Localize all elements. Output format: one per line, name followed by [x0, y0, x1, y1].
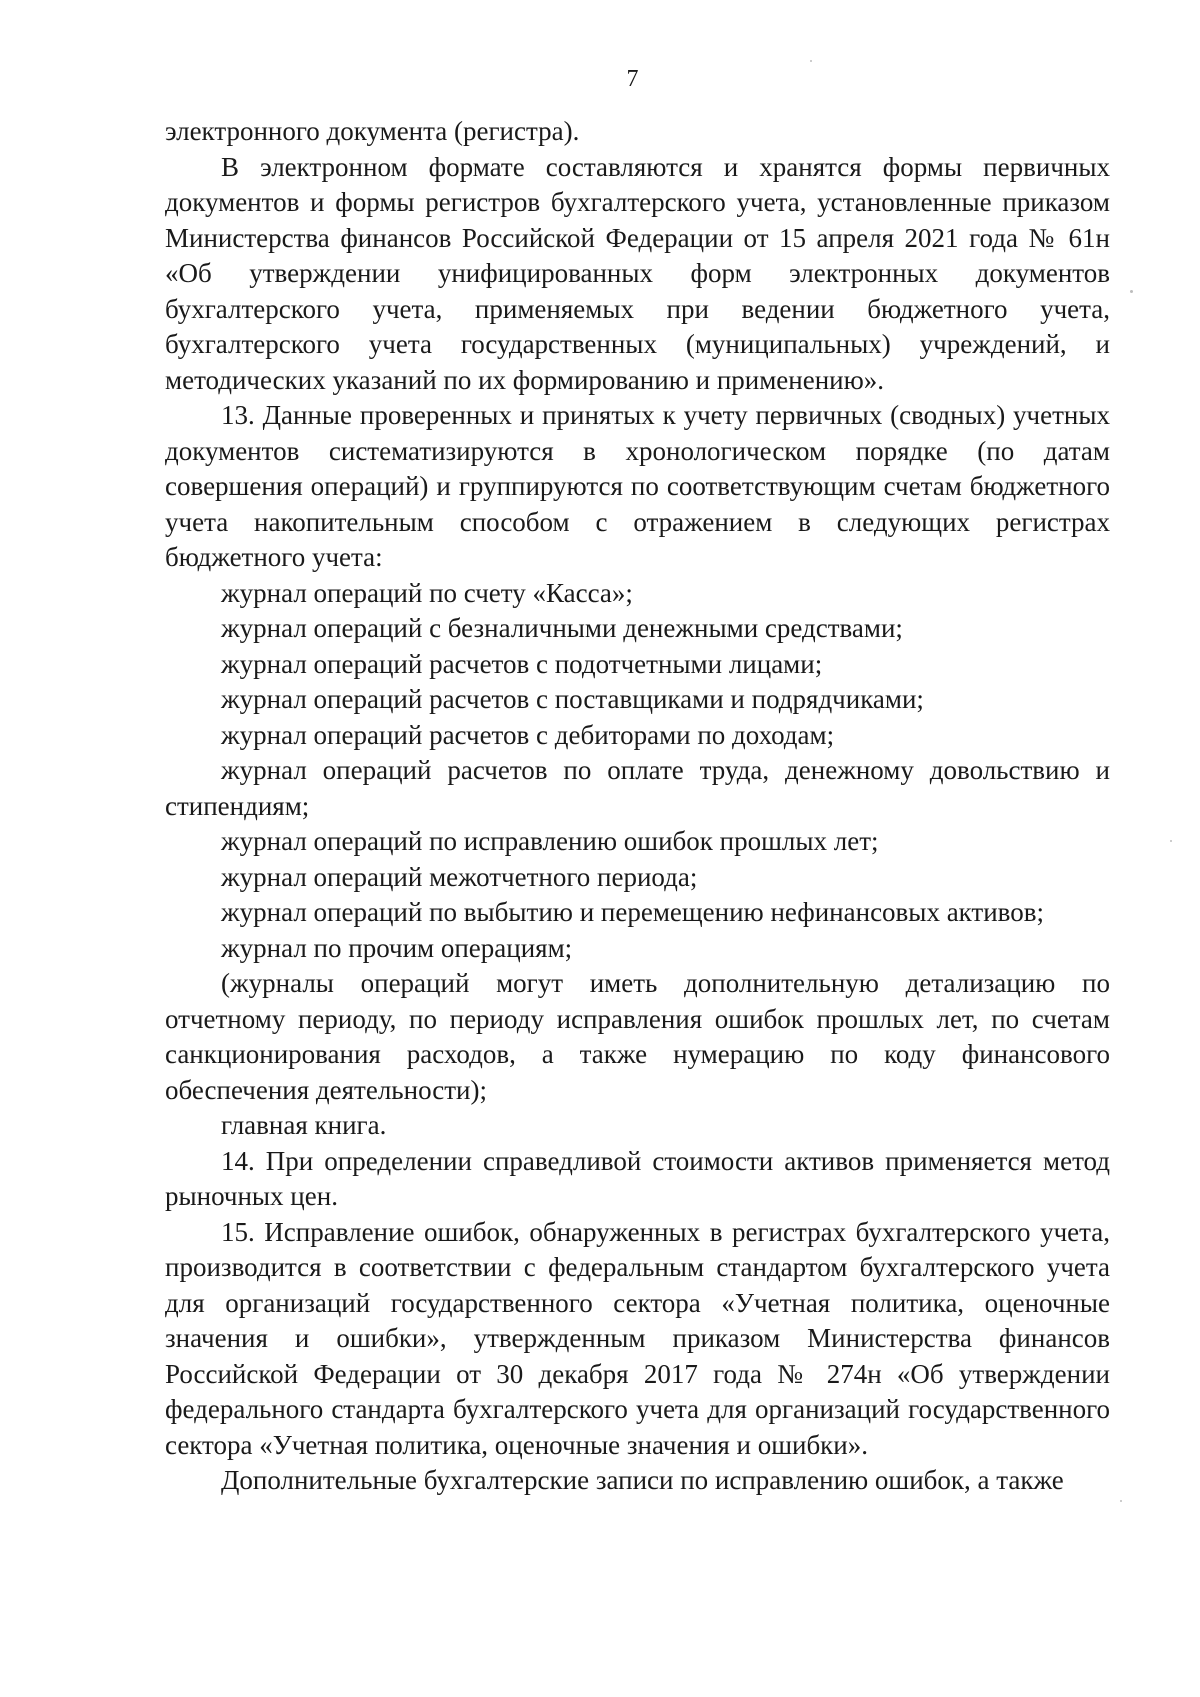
scan-speck	[1120, 1500, 1122, 1502]
journal-item-other: журнал по прочим операциям;	[221, 932, 573, 963]
journal-item-cash: журнал операций по счету «Касса»;	[221, 577, 633, 608]
journal-item-noncash: журнал операций с безналичными денежными средствами;	[221, 613, 903, 643]
paragraph-15: 15. Исправление ошибок, обнаруженных в регистрах бухгалтерского учета, производится в соответствии с федеральным стандартом бухгалтерского учета для организаций государственного сектора «Учетная политика, оценочные значения и ошибки», утвержденным приказом Министерства финансов Российской Федерации от 30 декабря 2017 года № 274н «Об утверждении федерального стандарта бухгалтерского учета для организаций государственного сектора «Учетная политика, оценочные значения и ошибки».	[165, 1216, 1110, 1460]
journal-item-prior-errors: журнал операций по исправлению ошибок прошлых лет;	[221, 826, 879, 856]
journal-item-general-ledger: главная книга.	[221, 1110, 387, 1140]
journal-item-accountable-persons: журнал операций расчетов с подотчетными лицами;	[221, 648, 823, 679]
journal-item-payroll: журнал операций расчетов по оплате труда, денежному довольствию и стипендиям;	[165, 755, 1110, 821]
scan-speck	[1170, 840, 1172, 842]
journal-item-nonfinancial-assets: журнал операций по выбытию и перемещению нефинансовых активов;	[221, 897, 1044, 927]
scan-speck	[1130, 290, 1133, 293]
journal-item-suppliers: журнал операций расчетов с поставщиками и подрядчиками;	[221, 684, 924, 714]
journal-item-debtors: журнал операций расчетов с дебиторами по доходам;	[221, 719, 835, 750]
paragraph-13: 13. Данные проверенных и принятых к учету первичных (сводных) учетных документов систематизируются в хронологическом порядке (по датам совершения операций) и группируются по соответствующим счетам бюджетного учета накопительным способом с отражением в следующих регистрах бюджетного учета:	[165, 400, 1110, 572]
journal-detail-note: (журналы операций могут иметь дополнительную детализацию по отчетному периоду, по периоду исправления ошибок прошлых лет, по счетам санкционирования расходов, а также нумерацию по коду финансового обеспечения деятельности);	[165, 968, 1110, 1105]
paragraph-electronic-formats: В электронном формате составляются и хранятся формы первичных документов и формы регистров бухгалтерского учета, установленные приказом Министерства финансов Российской Федерации от 15 апреля 2021 года № 61н «Об утверждении унифицированных форм электронных документов бухгалтерского учета, применяемых при ведении бюджетного учета, бухгалтерского учета государственных (муниципальных) учреждений, и методических указаний по их формированию и применению».	[165, 151, 1110, 395]
page-number: 7	[626, 66, 639, 92]
paragraph-additional-entries: Дополнительные бухгалтерские записи по исправлению ошибок, а также	[221, 1465, 1064, 1495]
paragraph-continuation: электронного документа (регистра).	[165, 116, 580, 146]
document-body	[165, 114, 1110, 1499]
paragraph-14: 14. При определении справедливой стоимости активов применяется метод рыночных цен.	[165, 1145, 1110, 1211]
scan-speck	[810, 60, 812, 62]
journal-item-interperiod: журнал операций межотчетного периода;	[221, 861, 698, 892]
